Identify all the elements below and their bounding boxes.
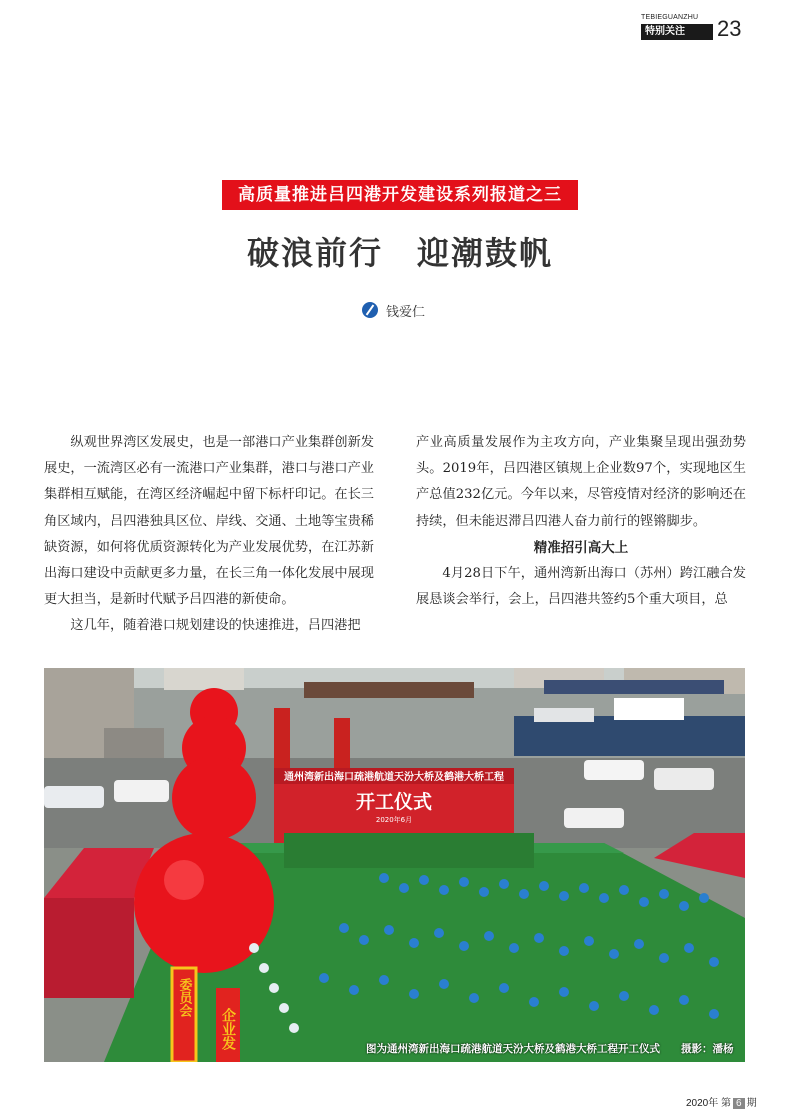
column-name: 特别关注 xyxy=(641,24,713,40)
stage-main-text: 开工仪式 xyxy=(355,791,433,813)
paragraph: 4月28日下午，通州湾新出海口（苏州）跨江融合发展恳谈会举行，会上，吕四港共签约5个重大项目，总 xyxy=(416,566,746,608)
ceremony-photo xyxy=(44,668,745,1062)
author-name: 钱爱仁 xyxy=(386,304,426,320)
byline xyxy=(362,301,425,319)
stage-date: 2020年6月 xyxy=(375,816,413,824)
paragraph: 产业高质量发展作为主攻方向，产业集聚呈现出强劲势头。2019年，吕四港区镇规上企业数97个，实现地区生产总值232亿元。今年以来，尽管疫情对经济的影响还在持续，但未能迟滞吕四港人奋力前行的铿锵脚步。 xyxy=(416,435,746,529)
ceremony-illustration xyxy=(44,668,745,1062)
page-number: 23 xyxy=(717,16,742,41)
paragraph: 纵观世界湾区发展史，也是一部港口产业集群创新发展史，一流湾区必有一流港口产业集群，港口与港口产业集群相互赋能，在湾区经济崛起中留下标杆印记。在长三角区域内，吕四港独具区位、岸线、交通、土地等宝贵稀缺资源，如何将优质资源转化为产业发展优势，在江苏新出海口建设中贡献更多力量，在长三角一体化发展中展现更大担当，是新时代赋予吕四港的新使命。 xyxy=(44,435,374,608)
text-column-left xyxy=(44,430,374,640)
footer-year: 2020年 xyxy=(686,1098,719,1109)
article-title: 破浪前行 迎潮鼓帆 xyxy=(246,234,553,272)
banner-text: 企业发 xyxy=(220,1008,236,1050)
paragraph: 这几年，随着港口规划建设的快速推进，吕四港把 xyxy=(70,618,361,634)
issue-number: 6 xyxy=(733,1098,745,1109)
banner-text: 委员会 xyxy=(176,978,192,1017)
text-column-right xyxy=(416,430,746,613)
column-english: TEBIEGUANZHU xyxy=(641,14,699,21)
footer-suffix: 期 xyxy=(746,1098,757,1109)
issue-footer xyxy=(686,1094,757,1109)
page-header xyxy=(641,14,745,42)
section-heading: 精准招引高大上 xyxy=(533,539,629,556)
pen-icon xyxy=(362,302,378,318)
photo-caption: 图为通州湾新出海口疏港航道天汾大桥及鹤港大桥工程开工仪式 摄影：潘杨 xyxy=(366,1043,734,1055)
stage-title: 通州湾新出海口疏港航道天汾大桥及鹤港大桥工程 xyxy=(284,772,504,783)
footer-prefix: 第 xyxy=(721,1098,732,1109)
series-banner: 高质量推进吕四港开发建设系列报道之三 xyxy=(222,180,578,210)
